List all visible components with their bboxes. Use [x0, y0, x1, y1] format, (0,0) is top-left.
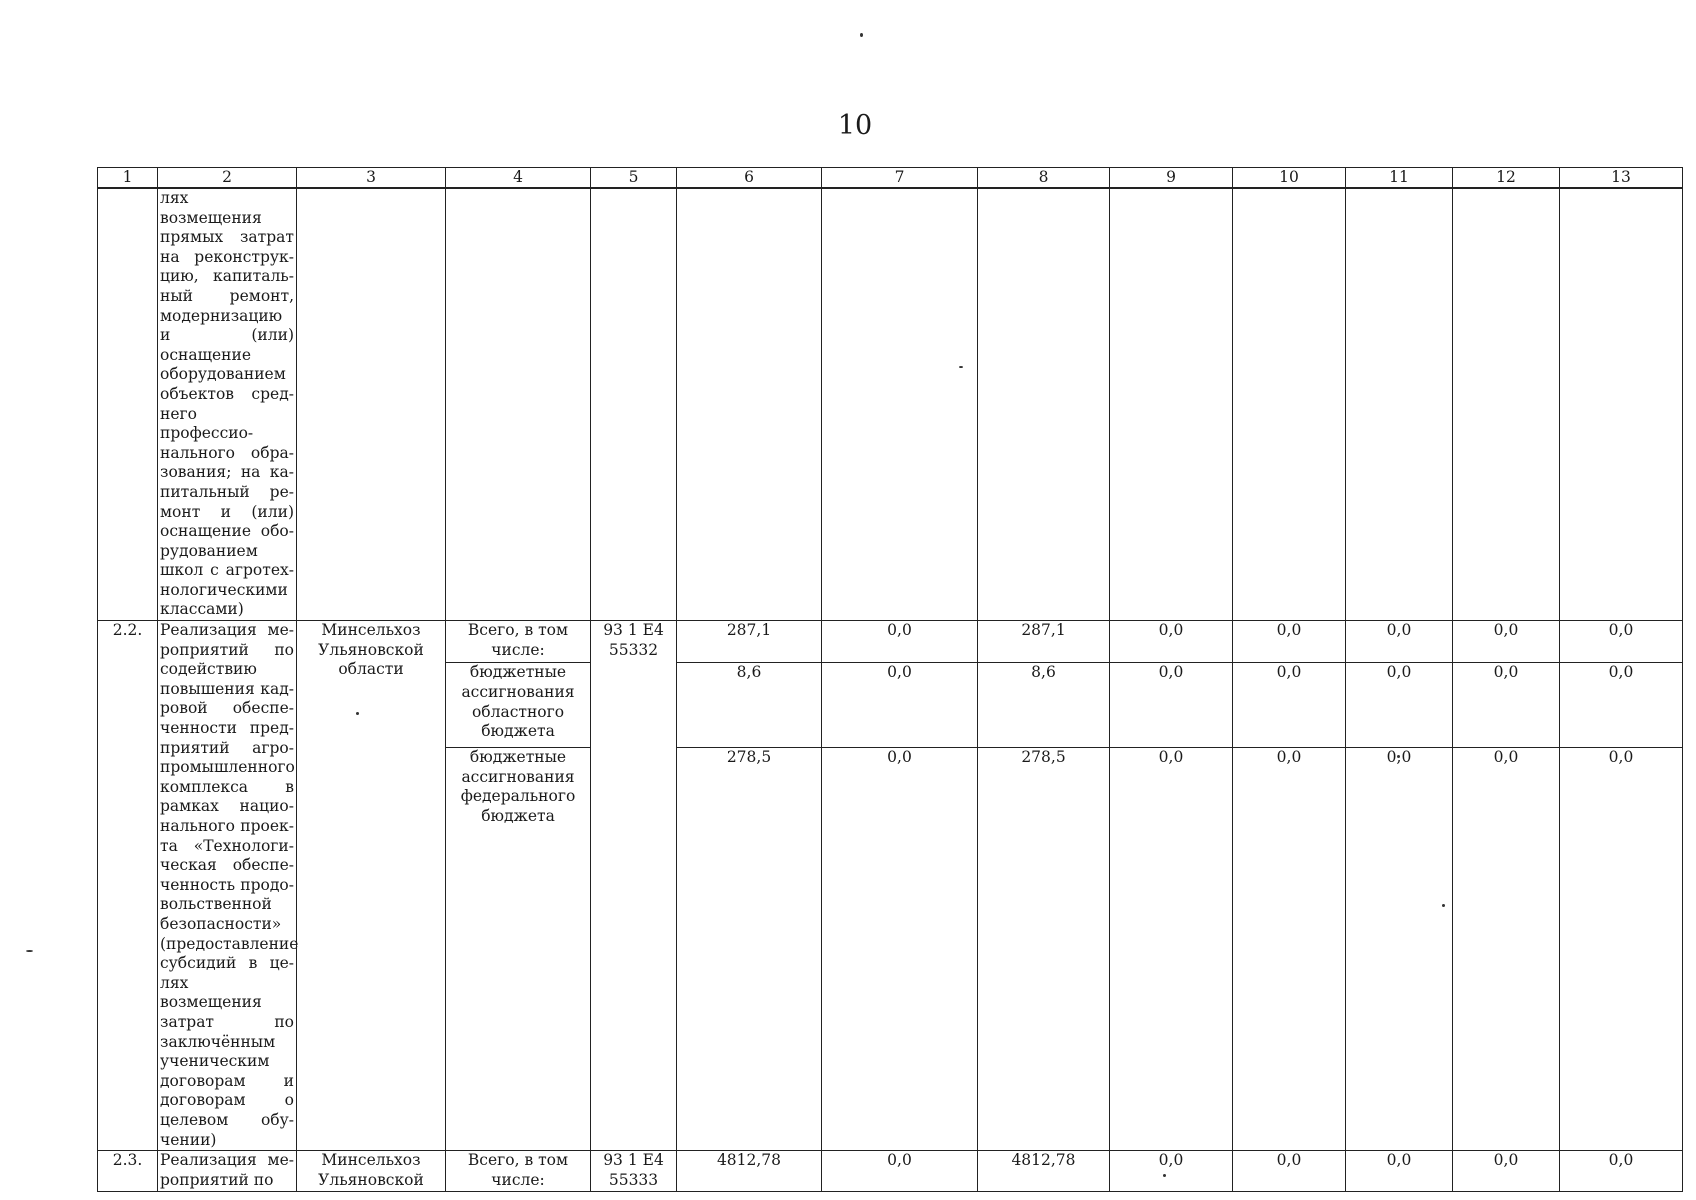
- value-cell: 0,0: [1110, 748, 1233, 1151]
- value-cell: 0,0: [822, 663, 978, 748]
- value-cell: 0,0: [1110, 1151, 1233, 1192]
- measure-description: Реализация мероприятий по содействию повышения кадровой обеспеченности предприятий агропромышленного комплекса в рамках национального проекта «Технологическая обеспеченность продовольственной безопасности» (предоставление субсидий в целях возмещения затрат по заключённым ученическим договорам и договорам о целевом обучении): [158, 621, 297, 1151]
- column-header: 4: [446, 168, 591, 189]
- empty-cell: [1346, 188, 1453, 621]
- row-number: 2.2.: [98, 621, 158, 1151]
- funding-source: бюджетные ассигнования федерального бюджета: [446, 748, 591, 1151]
- value-cell: 287,1: [978, 621, 1110, 663]
- value-cell: 0,0: [1453, 748, 1560, 1151]
- value-cell: 0,0: [1233, 663, 1346, 748]
- column-header: 7: [822, 168, 978, 189]
- column-header: 11: [1346, 168, 1453, 189]
- value-cell: 4812,78: [677, 1151, 822, 1192]
- value-cell: 0,0: [1453, 1151, 1560, 1192]
- scan-speck: [26, 950, 33, 952]
- value-cell: 278,5: [978, 748, 1110, 1151]
- funding-source: бюджетные ассигнования областного бюджета: [446, 663, 591, 748]
- column-header: 13: [1560, 168, 1683, 189]
- value-cell: 8,6: [978, 663, 1110, 748]
- column-header: 5: [591, 168, 677, 189]
- column-header: 6: [677, 168, 822, 189]
- table-row: [98, 1151, 1683, 1192]
- value-cell: 278,5: [677, 748, 822, 1151]
- empty-cell: [822, 188, 978, 621]
- page-number: 10: [837, 110, 873, 141]
- column-header: 9: [1110, 168, 1233, 189]
- budget-code: 93 1 Е4 55333: [591, 1151, 677, 1192]
- value-cell: 0,0: [822, 621, 978, 663]
- value-cell: 0,0: [1560, 663, 1683, 748]
- funding-source: Всего, в том числе:: [446, 1151, 591, 1192]
- value-cell: 4812,78: [978, 1151, 1110, 1192]
- value-cell: 0,0: [1346, 663, 1453, 748]
- empty-cell: [677, 188, 822, 621]
- column-header: 10: [1233, 168, 1346, 189]
- column-header: 12: [1453, 168, 1560, 189]
- scan-speck: [860, 33, 863, 37]
- value-cell: 0,0: [1560, 1151, 1683, 1192]
- column-number-row: [98, 168, 1683, 189]
- continuation-row: [98, 188, 1683, 621]
- value-cell: 0,0: [1233, 621, 1346, 663]
- empty-cell: [1110, 188, 1233, 621]
- value-cell: 0,0: [1233, 748, 1346, 1151]
- value-cell: 0,0: [1453, 663, 1560, 748]
- executor-cell: Минсельхоз Ульяновской области: [297, 621, 446, 1151]
- empty-cell: [1233, 188, 1346, 621]
- value-cell: 287,1: [677, 621, 822, 663]
- empty-cell: [591, 188, 677, 621]
- value-cell: 0,0: [1560, 748, 1683, 1151]
- value-cell: 0,0: [822, 1151, 978, 1192]
- value-cell: 0,0: [1346, 1151, 1453, 1192]
- table-row: [98, 621, 1683, 663]
- value-cell: 0,0: [1110, 663, 1233, 748]
- value-cell: 0,0: [1233, 1151, 1346, 1192]
- value-cell: 0,0: [1346, 621, 1453, 663]
- measure-description: Реализация мероприятий по: [158, 1151, 297, 1192]
- value-cell: 0,0: [822, 748, 978, 1151]
- row-number: 2.3.: [98, 1151, 158, 1192]
- value-cell: 0,0: [1110, 621, 1233, 663]
- column-header: 3: [297, 168, 446, 189]
- empty-cell: [297, 188, 446, 621]
- budget-code: 93 1 Е4 55332: [591, 621, 677, 1151]
- value-cell: 0,0: [1453, 621, 1560, 663]
- value-cell: 0,0: [1560, 621, 1683, 663]
- budget-table: [97, 167, 1683, 1192]
- measure-description: лях возмещения прямых затрат на реконструкцию, капитальный ремонт, модернизацию и (или) оснащение оборудованием объектов среднего профессионального образования; на капитальный ремонт и (или) оснащение оборудованием школ с агротехнологическими классами): [158, 188, 297, 621]
- column-header: 2: [158, 168, 297, 189]
- empty-cell: [1453, 188, 1560, 621]
- value-cell: 0,0: [1346, 748, 1453, 1151]
- funding-source: Всего, в том числе:: [446, 621, 591, 663]
- row-number-cell: [98, 188, 158, 621]
- empty-cell: [1560, 188, 1683, 621]
- value-cell: 8,6: [677, 663, 822, 748]
- empty-cell: [978, 188, 1110, 621]
- column-header: 1: [98, 168, 158, 189]
- empty-cell: [446, 188, 591, 621]
- executor-cell: Минсельхоз Ульяновской: [297, 1151, 446, 1192]
- column-header: 8: [978, 168, 1110, 189]
